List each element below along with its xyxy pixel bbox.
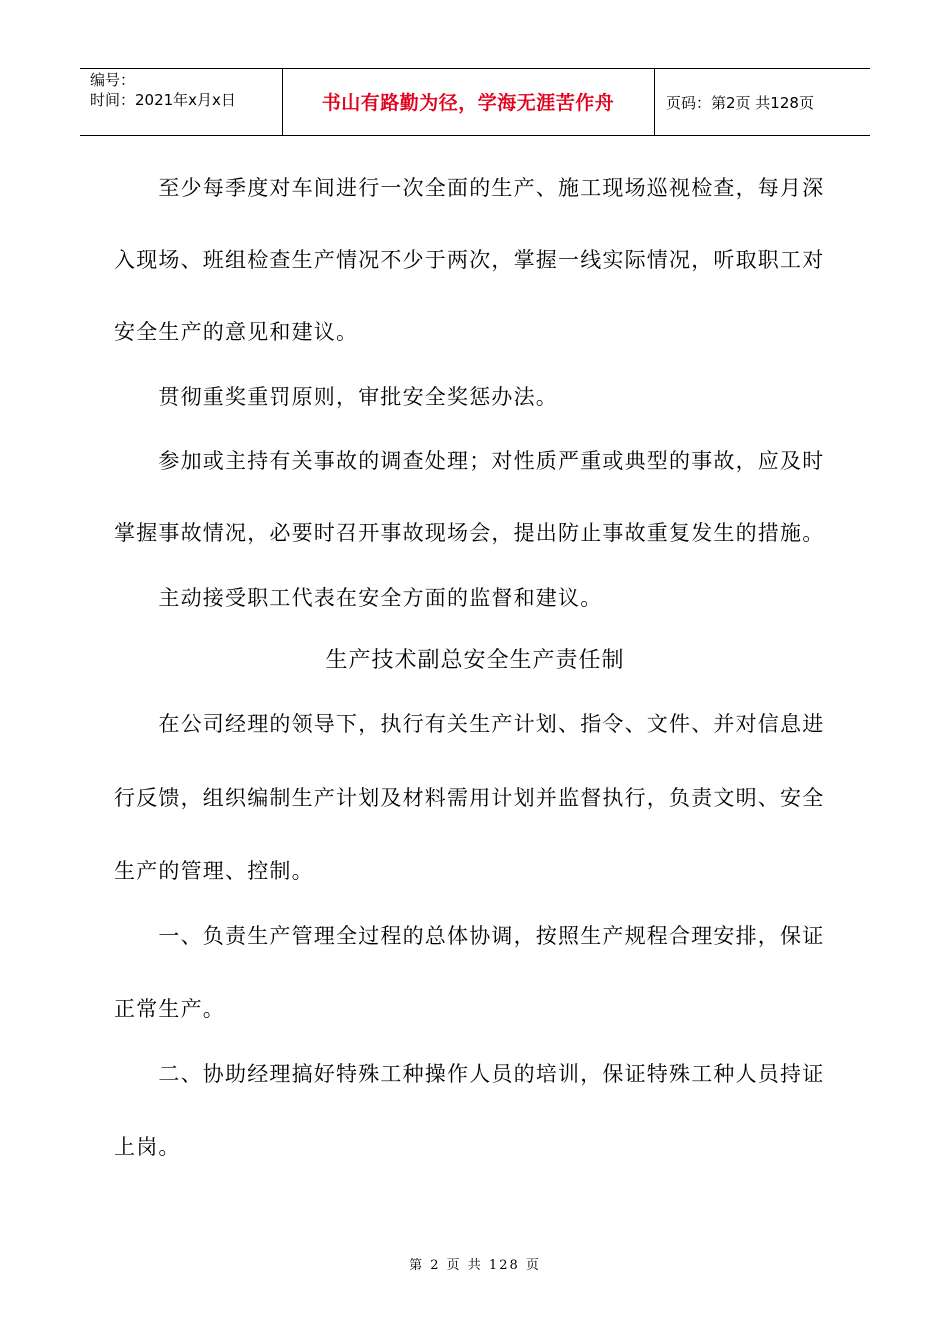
body-line: 二、协助经理搞好特殊工种操作人员的培训，保证特殊工种人员持证 bbox=[114, 1062, 825, 1086]
body-line: 上岗。 bbox=[114, 1135, 181, 1159]
body-line: 入现场、班组检查生产情况不少于两次，掌握一线实际情况，听取职工对 bbox=[114, 248, 825, 272]
page-header bbox=[80, 68, 870, 136]
header-meta bbox=[80, 69, 282, 135]
body-line: 安全生产的意见和建议。 bbox=[114, 320, 359, 344]
document-date-label: 时间：2021年x月x日 bbox=[90, 91, 236, 109]
body-line: 贯彻重奖重罚原则，审批安全奖惩办法。 bbox=[114, 385, 558, 409]
section-title: 生产技术副总安全生产责任制 bbox=[325, 648, 625, 673]
body-line: 主动接受职工代表在安全方面的监督和建议。 bbox=[114, 586, 603, 610]
page-footer: 第 2 页 共 128 页 bbox=[409, 1258, 541, 1273]
body-line: 参加或主持有关事故的调查处理；对性质严重或典型的事故，应及时 bbox=[114, 449, 825, 473]
body-line: 至少每季度对车间进行一次全面的生产、施工现场巡视检查，每月深 bbox=[114, 176, 825, 200]
document-number-label: 编号： bbox=[90, 71, 136, 89]
body-line: 行反馈，组织编制生产计划及材料需用计划并监督执行，负责文明、安全 bbox=[114, 786, 825, 810]
body-line: 正常生产。 bbox=[114, 997, 225, 1021]
body-line: 生产的管理、控制。 bbox=[114, 859, 314, 883]
body-line: 在公司经理的领导下，执行有关生产计划、指令、文件、并对信息进 bbox=[114, 712, 825, 736]
body-line: 掌握事故情况，必要时召开事故现场会，提出防止事故重复发生的措施。 bbox=[114, 521, 825, 545]
body-line: 一、负责生产管理全过程的总体协调，按照生产规程合理安排，保证 bbox=[114, 924, 825, 948]
header-motto: 书山有路勤为径，学海无涯苦作舟 bbox=[321, 92, 615, 114]
header-page-info: 页码：第2页 共128页 bbox=[666, 94, 814, 112]
